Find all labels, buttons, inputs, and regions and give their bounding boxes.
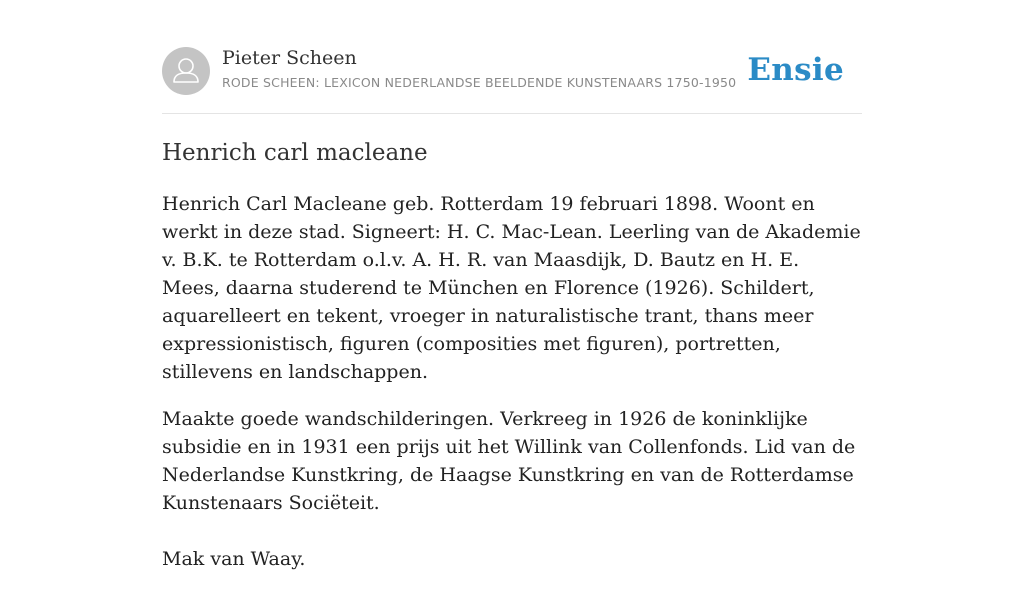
article-signature: Mak van Waay. bbox=[162, 548, 306, 570]
article-paragraph: Maakte goede wandschilderingen. Verkreeg in 1926 de koninklijke subsidie en in 1931 een prijs uit het Willink van Collenfonds. Lid van de Nederlandse Kunstkring, de Haagse Kunstkring en van de Rotterdamse Kunstenaars Sociëteit. bbox=[162, 408, 856, 514]
article-header bbox=[162, 46, 862, 96]
header-divider bbox=[162, 113, 862, 114]
article-paragraph: Henrich Carl Macleane geb. Rotterdam 19 februari 1898. Woont en werkt in deze stad. Signeert: H. C. Mac-Lean. Leerling van de Akademie v. B.K. te Rotterdam o.l.v. A. H. R. van Maasdijk, D. Bautz en H. E. Mees, daarna studerend te München en Florence (1926). Schildert, aquarelleert en tekent, vroeger in naturalistische trant, thans meer expressionistisch, figuren (composities met figuren), portretten, stillevens en landschappen. bbox=[162, 193, 861, 383]
ensie-logo-link[interactable]: Ensie bbox=[747, 52, 844, 88]
user-avatar-icon[interactable] bbox=[162, 47, 210, 95]
article-title: Henrich carl macleane bbox=[162, 140, 428, 166]
author-name[interactable]: Pieter Scheen bbox=[222, 47, 357, 69]
article-body bbox=[162, 190, 862, 592]
user-silhouette-icon bbox=[162, 47, 210, 95]
source-publication[interactable]: RODE SCHEEN: LEXICON NEDERLANDSE BEELDENDE KUNSTENAARS 1750-1950 bbox=[222, 75, 737, 90]
